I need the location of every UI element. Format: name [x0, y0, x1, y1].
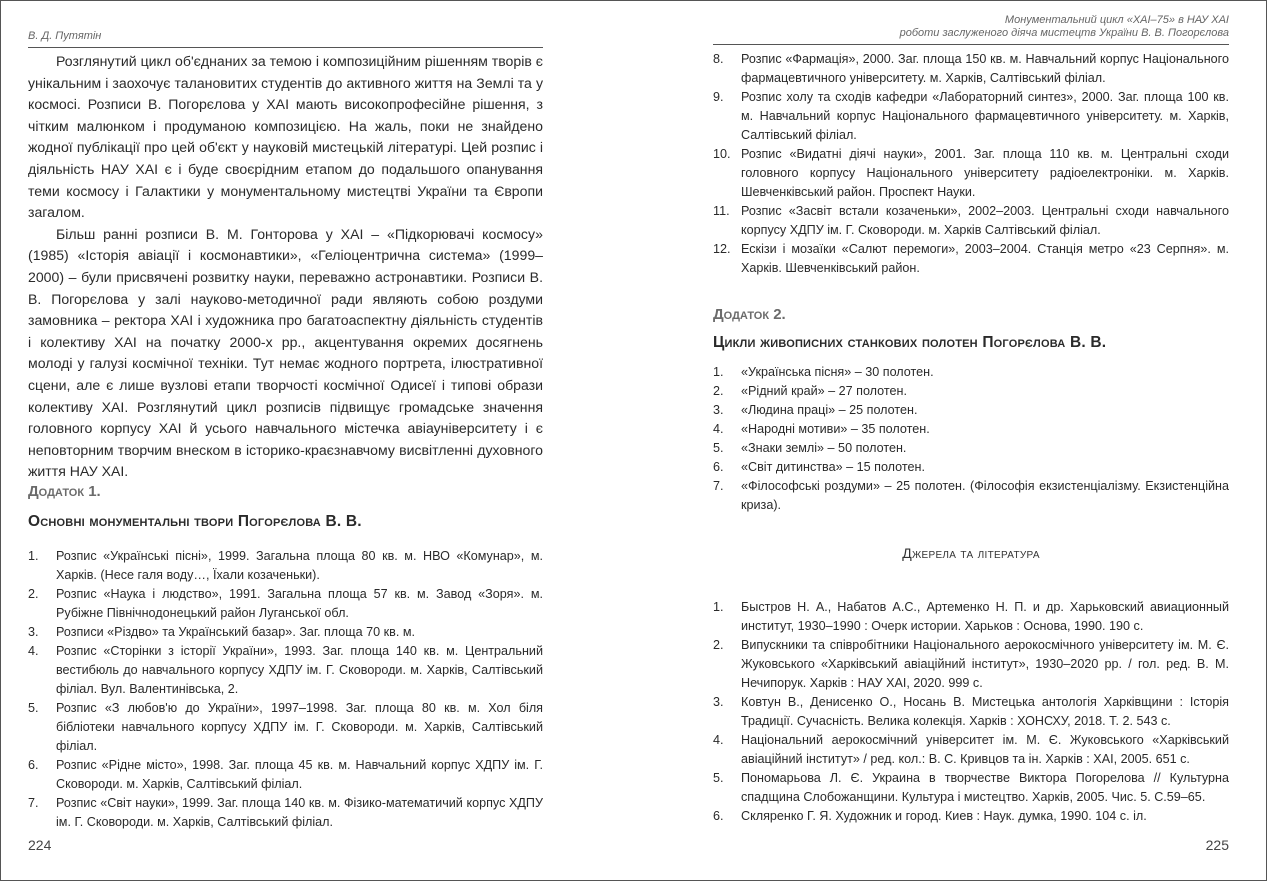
item-number: 2. — [713, 384, 724, 398]
item-text: Ковтун В., Денисенко О., Носань В. Мистецька антологія Харківщини : Історія Традиції. Сучасність. Велика колекція. Харків : ХОНСХУ, 2018. Т. 2. 543 с. — [741, 695, 1229, 728]
appendix-2-list — [713, 363, 1229, 515]
list-item — [713, 363, 1229, 382]
page-number: 224 — [28, 837, 52, 853]
item-number: 5. — [28, 701, 39, 715]
list-item — [713, 202, 1229, 240]
item-text: «Рідний край» – 27 полотен. — [741, 384, 907, 398]
item-number: 3. — [28, 625, 39, 639]
item-number: 9. — [713, 90, 724, 104]
source-item — [713, 636, 1229, 693]
item-text: Скляренко Г. Я. Художник и город. Киев : Наук. думка, 1990. 104 с. іл. — [741, 809, 1147, 823]
list-item — [713, 240, 1229, 278]
appendix-1-title: Основні монументальні твори Погорєлова В. В. — [28, 513, 362, 530]
item-number: 5. — [713, 441, 724, 455]
appendix-1-list — [28, 547, 543, 832]
item-number: 3. — [713, 403, 724, 417]
source-item — [713, 731, 1229, 769]
item-number: 5. — [713, 771, 724, 785]
item-text: «Знаки землі» – 50 полотен. — [741, 441, 907, 455]
list-item — [28, 699, 543, 756]
item-number: 4. — [713, 733, 724, 747]
item-number: 4. — [713, 422, 724, 436]
list-item — [713, 145, 1229, 202]
item-number: 2. — [713, 638, 724, 652]
item-number: 10. — [713, 147, 731, 161]
item-text: Розпис «Рідне місто», 1998. Заг. площа 45 кв. м. Навчальний корпус ХДПУ ім. Г. Сковороди. м. Харків, Салтівський філіал. — [56, 758, 543, 791]
source-item — [713, 807, 1229, 826]
paragraph: Розглянутий цикл об'єднаних за темою і композиційним рішенням творів є унікальним і заохочує талановитих студентів до активного життя на Землі та у космосі. Розписи В. Погорєлова у ХАІ мають високопрофесійне рішення, з чітким малюнком і продуманою композицією. На жаль, поки не знайдено жодної публікації про цей об'єкт у науковій мистецькій літературі. Цей розпис і діяльність НАУ ХАІ є і буде своєрідним етапом до подальшого опанування теми космосу і Галактики у монументальному мистецтві України та Європи загалом. — [28, 53, 543, 221]
item-text: «Світ дитинства» – 15 полотен. — [741, 460, 925, 474]
item-text: Розписи «Різдво» та Український базар». Заг. площа 70 кв. м. — [56, 625, 416, 639]
running-head-line-1: Монументальний цикл «ХАІ–75» в НАУ ХАІ — [1004, 14, 1229, 26]
appendix-1-list-continued — [713, 50, 1229, 278]
item-number: 6. — [713, 460, 724, 474]
item-number: 6. — [28, 758, 39, 772]
list-item — [713, 420, 1229, 439]
appendix-1-label: Додаток 1. — [28, 483, 101, 500]
list-item — [713, 382, 1229, 401]
item-number: 3. — [713, 695, 724, 709]
item-text: Випускники та співробітники Національного аерокосмічного університету ім. М. Є. Жуковського «Харківський авіаційний інститут», 1930–2020 рр. / гол. ред. В. М. Нечипорук. Харків : НАУ ХАІ, 2020. 999 с. — [741, 638, 1229, 690]
item-number: 2. — [28, 587, 39, 601]
item-text: «Народні мотиви» – 35 полотен. — [741, 422, 930, 436]
right-page — [713, 0, 1229, 881]
sources-title: Джерела та література — [902, 545, 1040, 561]
left-page — [28, 0, 543, 881]
item-text: «Людина праці» – 25 полотен. — [741, 403, 918, 417]
list-item — [28, 642, 543, 699]
item-text: Розпис «Фармація», 2000. Заг. площа 150 кв. м. Навчальний корпус Національного фармацевтичного університету. м. Харків, Салтівський філіал. — [741, 52, 1229, 85]
item-text: Розпис «Сторінки з історії України», 1993. Заг. площа 140 кв. м. Центральний вестибюль до навчального корпусу ХДПУ ім. Г. Сковороди. м. Харків, Салтівський філіал. Вул. Валентинівська, 2. — [56, 644, 543, 696]
item-text: Розпис «Видатні діячі науки», 2001. Заг. площа 110 кв. м. Центральні сходи головного корпусу Національного університету радіоелектроніки. м. Харків. Шевченківський район. Проспект Науки. — [741, 147, 1229, 199]
item-number: 11. — [713, 204, 730, 218]
item-text: Розпис «Наука і людство», 1991. Загальна площа 57 кв. м. Завод «Зоря». м. Рубіжне Північнодонецький район Луганської обл. — [56, 587, 543, 620]
item-number: 1. — [713, 600, 724, 614]
item-number: 8. — [713, 52, 724, 66]
list-item — [28, 547, 543, 585]
list-item — [713, 439, 1229, 458]
list-item — [28, 794, 543, 832]
item-text: «Філософські роздуми» – 25 полотен. (Філософія екзистенціалізму. Екзистенційна криза). — [741, 479, 1229, 512]
list-item — [28, 585, 543, 623]
item-text: «Українська пісня» – 30 полотен. — [741, 365, 934, 379]
running-head-author: В. Д. Путятін — [28, 30, 543, 48]
item-number: 1. — [28, 549, 39, 563]
list-item — [713, 401, 1229, 420]
item-text: Розпис «Українські пісні», 1999. Загальна площа 80 кв. м. НВО «Комунар», м. Харків. (Несе галя воду…, Їхали козаченьки). — [56, 549, 543, 582]
sources-list — [713, 598, 1229, 826]
list-item — [713, 88, 1229, 145]
item-text: Розпис холу та сходів кафедри «Лабораторний синтез», 2000. Заг. площа 100 кв. м. Навчальний корпус Національного фармацевтичного університету. м. Харків, Салтівський філіал. — [741, 90, 1229, 142]
list-item — [713, 458, 1229, 477]
item-number: 4. — [28, 644, 39, 658]
item-text: Пономарьова Л. Є. Украина в творчестве Виктора Погорелова // Культурна спадщина Слобожанщини. Культура і мистецтво. Харків, 2005. Чис. 5. С.59–65. — [741, 771, 1229, 804]
item-text: Національний аерокосмічний університет ім. М. Є. Жуковського «Харківський авіаційний інститут» / ред. кол.: В. С. Кривцов та ін. Харків : ХАІ, 2005. 651 с. — [741, 733, 1229, 766]
list-item — [713, 477, 1229, 515]
page-number: 225 — [1205, 837, 1229, 853]
list-item — [28, 623, 543, 642]
item-number: 7. — [713, 479, 724, 493]
item-text: Розпис «Світ науки», 1999. Заг. площа 140 кв. м. Фізико-математичий корпус ХДПУ ім. Г. Сковороди. м. Харків, Салтівський філіал. — [56, 796, 543, 829]
appendix-2-title: Цикли живописних станкових полотен Погорєлова В. В. — [713, 334, 1107, 351]
list-item — [713, 50, 1229, 88]
list-item — [28, 756, 543, 794]
source-item — [713, 769, 1229, 807]
appendix-2-label: Додаток 2. — [713, 306, 786, 323]
item-number: 7. — [28, 796, 39, 810]
source-item — [713, 598, 1229, 636]
item-text: Розпис «Засвіт встали козаченьки», 2002–2003. Центральні сходи навчального корпусу ХДПУ ім. Г. Сковороди. м. Харків Салтівський філіал. — [741, 204, 1229, 237]
item-text: Ескізи і мозаїки «Салют перемоги», 2003–2004. Станція метро «23 Серпня». м. Харків. Шевченківський район. — [741, 242, 1229, 275]
item-number: 12. — [713, 242, 731, 256]
item-number: 6. — [713, 809, 724, 823]
item-number: 1. — [713, 365, 724, 379]
item-text: Быстров Н. А., Набатов А.С., Артеменко Н. П. и др. Харьковский авиационный институт, 1930–1990 : Очерк истории. Харьков : Основа, 1990. 190 с. — [741, 600, 1229, 633]
source-item — [713, 693, 1229, 731]
body-text — [28, 51, 543, 483]
item-text: Розпис «З любов'ю до України», 1997–1998. Заг. площа 80 кв. м. Хол біля бібліотеки навчального корпусу ХДПУ ім. Г. Сковороди. м. Харків, Салтівський філіал. — [56, 701, 543, 753]
running-head-line-2: роботи заслуженого діяча мистецтв України В. В. Погорєлова — [899, 27, 1229, 39]
paragraph: Більш ранні розписи В. М. Гонторова у ХАІ – «Підкорювачі космосу» (1985) «Історія авіації і космонавтики», «Геліоцентрична система» (1999–2000) – були присвячені розвитку науки, переважно астронавтики. Розписи В. В. Погорєлова у залі науково-методичної ради являють собою роздуми замовника – ректора ХАІ і художника про багатоаспектну діяльність студентів і колективу ХАІ на початку 2000-х рр., акцентування окремих досягнень молоді у галузі космічної техніки. Тут немає жодного портрета, ілюстративної сцени, але є лише вузлові етапи творчості космічної Одисеї і типові образи колективу ХАІ. Розглянутий цикл розписів підвищує громадське значення головного корпусу ХАІ й усього навчального містечка авіауніверситету і є неповторним творчим внеском в історико-краєзнавчому висвітленні духовного життя НАУ ХАІ. — [28, 225, 543, 480]
running-head-title — [713, 14, 1229, 45]
